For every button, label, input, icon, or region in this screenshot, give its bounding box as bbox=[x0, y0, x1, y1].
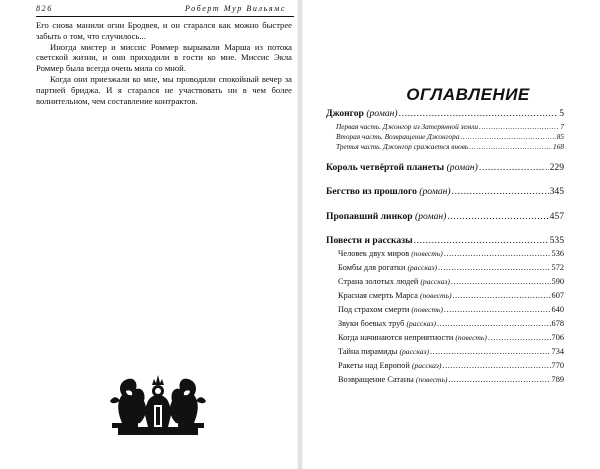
entry-title: Бегство из прошлого bbox=[326, 186, 417, 197]
entry-page: 572 bbox=[551, 263, 564, 272]
dot-leader bbox=[479, 162, 549, 173]
dot-leader bbox=[399, 108, 559, 119]
dot-leader bbox=[448, 375, 550, 384]
toc-part-entry[interactable] bbox=[336, 132, 564, 141]
entry-page: 5 bbox=[559, 108, 564, 119]
entry-page: 168 bbox=[553, 142, 564, 151]
entry-title: Пропавший линкор bbox=[326, 211, 413, 222]
dot-leader bbox=[447, 211, 548, 222]
entry-genre: (повесть) bbox=[415, 375, 448, 384]
entry-page: 607 bbox=[551, 291, 564, 300]
entry-page: 678 bbox=[551, 319, 564, 328]
toc-part-entry[interactable] bbox=[336, 142, 564, 151]
toc-entry[interactable] bbox=[326, 211, 564, 222]
entry-title: Джонгор bbox=[326, 108, 364, 119]
paragraph: Иногда мистер и миссис Роммер вырывали Марша из потока светской жизни, и они приходили в гости ко мне. Миссис Экла Роммер была всегда очень мила со мной. bbox=[36, 41, 292, 74]
entry-page: 536 bbox=[551, 249, 564, 258]
body-text bbox=[36, 20, 292, 106]
entry-genre: (повесть) bbox=[455, 333, 487, 342]
toc-sub-entry[interactable] bbox=[338, 277, 564, 286]
toc-part-entry[interactable] bbox=[336, 122, 564, 131]
toc-entry[interactable] bbox=[326, 186, 564, 197]
entry-genre: (повесть) bbox=[419, 291, 452, 300]
entry-page: 457 bbox=[549, 211, 564, 222]
toc-sub-entry[interactable] bbox=[338, 319, 564, 328]
toc-entry[interactable] bbox=[326, 162, 564, 173]
entry-page: 640 bbox=[551, 305, 564, 314]
dot-leader bbox=[438, 263, 551, 272]
toc-sub-entry[interactable] bbox=[338, 305, 564, 314]
entry-title: Король четвёртой планеты bbox=[326, 162, 445, 173]
dot-leader bbox=[442, 361, 550, 370]
dot-leader bbox=[452, 291, 550, 300]
dot-leader bbox=[479, 122, 559, 131]
running-head bbox=[36, 4, 294, 16]
entry-title: Возвращение Сатаны bbox=[338, 375, 414, 384]
dot-leader bbox=[444, 249, 551, 258]
toc-sub-entry[interactable] bbox=[338, 333, 564, 342]
entry-title: Третья часть. Джонгор сражается вновь bbox=[336, 142, 469, 151]
dot-leader bbox=[488, 333, 551, 342]
griffin-emblem-icon bbox=[108, 371, 208, 437]
dot-leader bbox=[452, 186, 549, 197]
toc-sub-entry[interactable] bbox=[338, 347, 564, 356]
toc-entry[interactable] bbox=[326, 235, 564, 246]
running-title: Роберт Мур Вильямс bbox=[184, 4, 286, 13]
entry-genre: (рассказ) bbox=[407, 263, 437, 272]
dot-leader bbox=[414, 235, 549, 246]
toc-title: ОГЛАВЛЕНИЕ bbox=[406, 85, 530, 104]
entry-genre: (рассказ) bbox=[399, 347, 429, 356]
entry-page: 770 bbox=[551, 361, 564, 370]
entry-title: Повести и рассказы bbox=[326, 235, 413, 246]
entry-genre: (повесть) bbox=[411, 305, 443, 314]
entry-page: 345 bbox=[549, 186, 564, 197]
entry-title: Вторая часть. Возвращение Джонгора bbox=[336, 132, 460, 141]
entry-page: 229 bbox=[549, 162, 564, 173]
toc-sub-entry[interactable] bbox=[338, 375, 564, 384]
entry-title: Человек двух миров bbox=[338, 249, 410, 258]
dot-leader bbox=[444, 305, 551, 314]
entry-genre: (роман) bbox=[419, 186, 451, 197]
dot-leader bbox=[451, 277, 551, 286]
entry-page: 590 bbox=[551, 277, 564, 286]
toc-sub-entry[interactable] bbox=[338, 361, 564, 370]
entry-title: Звуки боевых труб bbox=[338, 319, 405, 328]
entry-genre: (рассказ) bbox=[411, 361, 442, 370]
entry-title: Первая часть. Джонгор из Затерянной земли bbox=[336, 122, 479, 131]
paragraph: Когда они приезжали ко мне, мы проводили спокойный вечер за партией бриджа. И я старался не участвовать ни в чем более волнительном, чем составление контрактов. bbox=[36, 73, 292, 106]
entry-title: Красная смерть Марса bbox=[338, 291, 418, 300]
entry-genre: (роман) bbox=[446, 162, 478, 173]
entry-title: Бомбы для рогатки bbox=[338, 263, 406, 272]
entry-page: 535 bbox=[549, 235, 564, 246]
entry-title: Когда начинаются неприятности bbox=[338, 333, 454, 342]
entry-title: Тайна пирамиды bbox=[338, 347, 398, 356]
dot-leader bbox=[430, 347, 551, 356]
header-rule bbox=[36, 16, 294, 17]
book-gutter bbox=[297, 0, 303, 469]
entry-page: 706 bbox=[551, 333, 564, 342]
toc-entry[interactable] bbox=[326, 108, 564, 119]
entry-genre: (роман) bbox=[366, 108, 398, 119]
entry-title: Ракеты над Европой bbox=[338, 361, 410, 370]
dot-leader bbox=[437, 319, 551, 328]
toc-sub-entry[interactable] bbox=[338, 291, 564, 300]
entry-title: Под страхом смерти bbox=[338, 305, 410, 314]
entry-genre: (роман) bbox=[415, 211, 447, 222]
page-number: 826 bbox=[36, 4, 53, 13]
toc-sub-entry[interactable] bbox=[338, 249, 564, 258]
dot-leader bbox=[469, 142, 552, 151]
entry-title: Страна золотых людей bbox=[338, 277, 419, 286]
entry-page: 7 bbox=[560, 122, 564, 131]
entry-page: 789 bbox=[551, 375, 564, 384]
toc-sub-entry[interactable] bbox=[338, 263, 564, 272]
left-page bbox=[0, 0, 296, 469]
paragraph: Его снова манили огни Бродвея, и он старался как можно быстрее забыть о том, что случилось... bbox=[36, 20, 292, 41]
entry-genre: (повесть) bbox=[411, 249, 443, 258]
entry-genre: (рассказ) bbox=[406, 319, 436, 328]
right-page bbox=[304, 0, 600, 469]
entry-genre: (рассказ) bbox=[420, 277, 450, 286]
entry-page: 734 bbox=[551, 347, 564, 356]
entry-page: 85 bbox=[556, 132, 564, 141]
dot-leader bbox=[460, 132, 555, 141]
